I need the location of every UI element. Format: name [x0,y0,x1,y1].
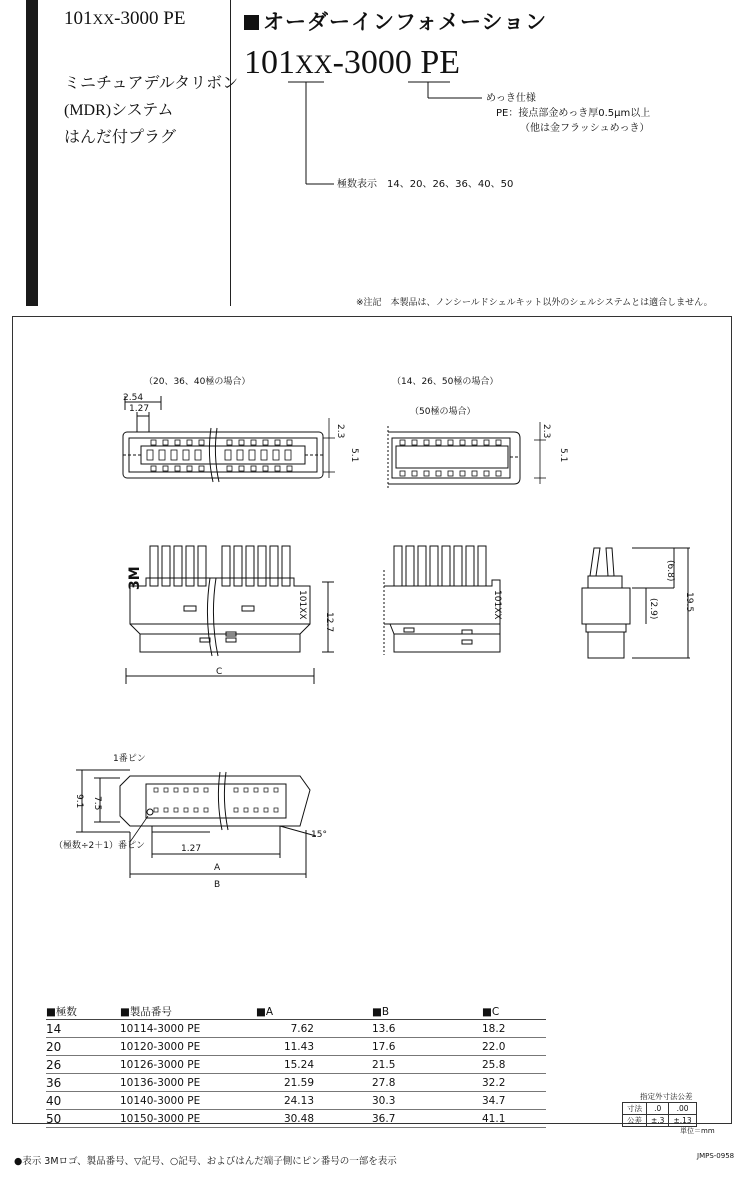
cell-b: 17.6 [372,1038,482,1056]
dim-2-9: (2.9) [648,598,658,620]
body-mark-right: 101XX [492,590,502,620]
header-part-number: ■製品番号 [120,1004,256,1020]
dim-7-5: 7.5 [92,796,102,811]
footer-note: ●表示 3Mロゴ、製品番号、▽記号、○記号、およびはんだ端子側にピン番号の一部を表示 [14,1156,397,1167]
sidebar-desc-line: (MDR)システム [64,102,174,119]
dim-b: B [214,880,221,890]
table-row [46,1110,546,1128]
cell-poles: 40 [46,1092,120,1110]
tolerance-cell: ±.13 [669,1115,696,1127]
sidebar-desc-line: はんだ付プラグ [64,129,177,146]
cell-part-number: 10140-3000 PE [120,1092,256,1110]
cell-part-number: 10136-3000 PE [120,1074,256,1092]
cell-part-number: 10120-3000 PE [120,1038,256,1056]
tolerance-title: 指定外寸法公差 [640,1092,693,1101]
pin-n-label: （極数÷2＋1）番ピン [54,841,145,851]
dim-2-3-right: 2.3 [541,424,551,439]
cell-part-number: 10114-3000 PE [120,1020,256,1038]
dim-2-3-left: 2.3 [335,424,345,439]
logo-3m: 3M [127,566,143,590]
cell-poles: 26 [46,1056,120,1074]
cell-c: 18.2 [482,1020,546,1038]
tolerance-row [623,1103,697,1115]
compat-note: ※注記 本製品は、ノンシールドシェルキット以外のシェルシステムとは適合しません。 [356,298,713,308]
cell-b: 36.7 [372,1110,482,1128]
body-mark-left: 101XX [297,590,307,620]
top-view-right-drawing [378,416,568,492]
unit-label: 単位＝mm [680,1127,715,1135]
footprint-drawing [70,760,340,900]
cell-b: 30.3 [372,1092,482,1110]
header-c: ■C [482,1004,546,1020]
pin1-label: 1番ピン [113,754,146,764]
sidebar-part-number: 101XX-3000 PE [64,8,186,29]
cell-c: 25.8 [482,1056,546,1074]
table-row [46,1038,546,1056]
tolerance-cell: 寸法 [623,1103,647,1115]
table-header-row [46,1004,546,1020]
dim-1-27: 1.27 [129,404,150,414]
tolerance-cell: ±.3 [647,1115,669,1127]
tolerance-table [622,1102,697,1127]
cell-b: 27.8 [372,1074,482,1092]
plating-desc: PE：接点部金めっき厚0.5μm以上 [496,108,651,119]
tolerance-cell: .00 [669,1103,696,1115]
table-row [46,1056,546,1074]
cell-a: 24.13 [256,1092,372,1110]
caption-50: （50極の場合） [410,407,476,417]
sidebar-bar [26,0,38,306]
cell-c: 32.2 [482,1074,546,1092]
dim-5-1-right: 5.1 [558,448,568,463]
tolerance-cell: 公差 [623,1115,647,1127]
cell-a: 7.62 [256,1020,372,1038]
cell-poles: 14 [46,1020,120,1038]
plating-note: （他は金フラッシュめっき） [520,123,650,134]
specs-table [46,1004,546,1128]
dim-12-7: 12.7 [324,612,334,633]
poles-label: 極数表示 14、20、26、36、40、50 [337,179,514,190]
square-bullet-icon [244,15,259,30]
table-row [46,1092,546,1110]
doc-code: JMPS-0958 [697,1152,735,1160]
top-view-left-drawing [115,388,355,488]
dim-c: C [216,667,223,677]
dim-9-1: 9.1 [74,794,84,809]
cell-a: 11.43 [256,1038,372,1056]
cell-poles: 20 [46,1038,120,1056]
caption-14-26-50: （14、26、50極の場合） [392,377,499,387]
cell-c: 41.1 [482,1110,546,1128]
table-row [46,1074,546,1092]
sidebar-desc-line: ミニチュアデルタリボン [64,75,239,92]
header-b: ■B [372,1004,482,1020]
dim-5-1-left: 5.1 [349,448,359,463]
cell-b: 13.6 [372,1020,482,1038]
dim-1-27-footprint: 1.27 [181,844,202,854]
sidebar-description [64,70,238,151]
cell-b: 21.5 [372,1056,482,1074]
dim-2-54: 2.54 [123,393,144,403]
cell-c: 22.0 [482,1038,546,1056]
cell-a: 21.59 [256,1074,372,1092]
cell-part-number: 10126-3000 PE [120,1056,256,1074]
section-header: オーダーインフォメーション [244,6,547,36]
cell-a: 30.48 [256,1110,372,1128]
dim-19-5: 19.5 [684,592,694,613]
cell-poles: 50 [46,1110,120,1128]
cell-poles: 36 [46,1074,120,1092]
tolerance-row [623,1115,697,1127]
tolerance-cell: .0 [647,1103,669,1115]
header-a: ■A [256,1004,372,1020]
dim-6-8: (6.8) [665,560,675,582]
plating-title: めっき仕様 [486,93,536,104]
order-part-number: 101XX-3000 PE [244,44,461,81]
cell-c: 34.7 [482,1092,546,1110]
side-view-left-drawing [118,538,348,688]
angle-15: 15° [311,830,327,840]
cell-a: 15.24 [256,1056,372,1074]
header-poles: ■極数 [46,1004,120,1020]
dim-a: A [214,863,221,873]
cell-part-number: 10150-3000 PE [120,1110,256,1128]
table-row [46,1020,546,1038]
caption-20-36-40: （20、36、40極の場合） [144,377,251,387]
